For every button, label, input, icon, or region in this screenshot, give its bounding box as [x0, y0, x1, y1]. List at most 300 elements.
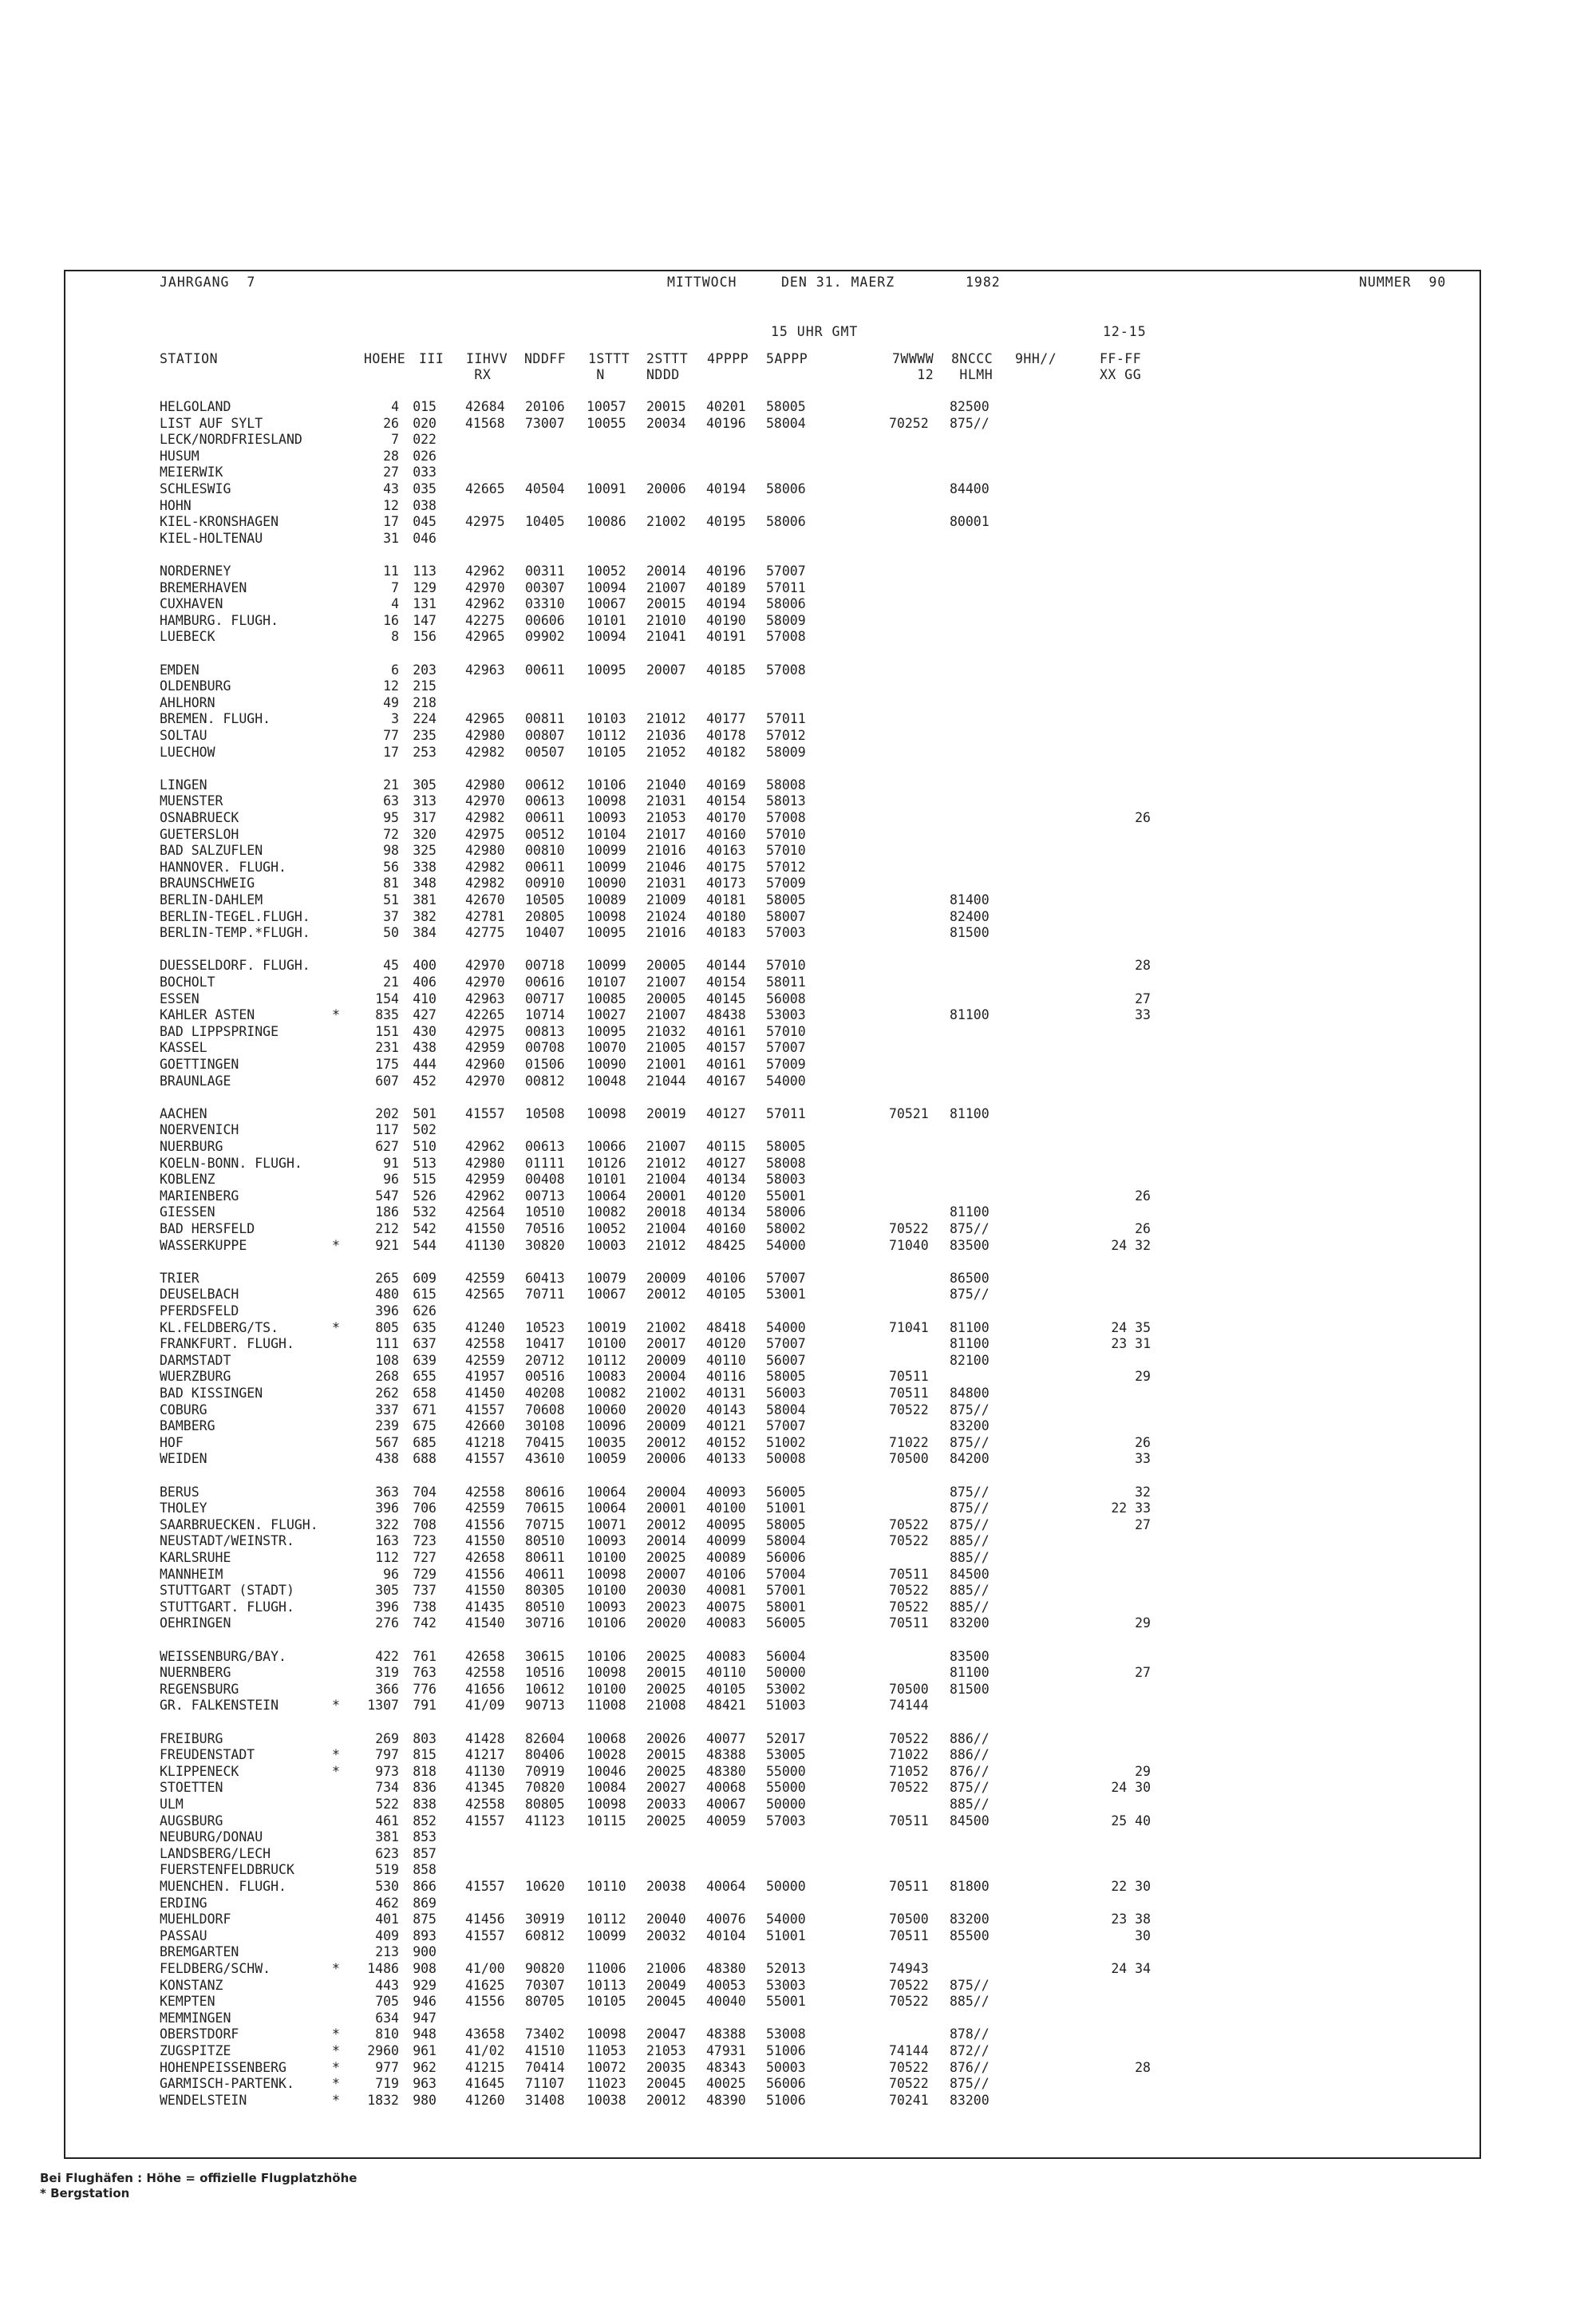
station-index: 015 [413, 399, 437, 414]
group-7wwww: 74943 [889, 1961, 929, 1976]
group-iihvv: 41130 [465, 1763, 505, 1779]
height-value: 3 [391, 711, 399, 727]
group-8nccc: 875// [950, 1434, 990, 1450]
height-value: 337 [375, 1402, 399, 1417]
group-iihvv: 42975 [465, 826, 505, 842]
table-row [65, 1567, 1422, 1583]
group-nddff: 10612 [525, 1681, 565, 1697]
group-4pppp: 40189 [706, 579, 746, 595]
group-7wwww: 70500 [889, 1451, 929, 1467]
table-row [65, 1435, 1422, 1452]
station-index: 675 [413, 1418, 437, 1434]
group-4pppp: 40131 [706, 1386, 746, 1401]
group-2sttt: 20045 [646, 1994, 686, 2010]
group-iihvv: 42559 [465, 1270, 505, 1286]
group-5appp: 57011 [766, 711, 806, 727]
station-index: 235 [413, 728, 437, 743]
group-iihvv: 43658 [465, 2026, 505, 2042]
group-1sttt: 10126 [587, 1155, 626, 1171]
group-5appp: 58009 [766, 612, 806, 628]
group-8nccc: 83500 [950, 1237, 990, 1253]
group-nddff: 20712 [525, 1352, 565, 1368]
group-nddff: 10510 [525, 1204, 565, 1220]
group-iihvv: 42980 [465, 777, 505, 793]
group-1sttt: 10068 [587, 1730, 626, 1746]
group-4pppp: 40143 [706, 1402, 746, 1417]
height-value: 396 [375, 1500, 399, 1516]
group-iihvv: 41957 [465, 1369, 505, 1385]
group-iihvv: 42962 [465, 1188, 505, 1204]
group-4pppp: 40093 [706, 1484, 746, 1500]
group-5appp: 58001 [766, 1599, 806, 1615]
group-nddff: 70919 [525, 1763, 565, 1779]
group-iihvv: 42960 [465, 1057, 505, 1072]
group-nddff: 20805 [525, 908, 565, 924]
group-iihvv: 42559 [465, 1352, 505, 1368]
group-1sttt: 10095 [587, 662, 626, 678]
group-4pppp: 48380 [706, 1961, 746, 1976]
station-index: 452 [413, 1073, 437, 1089]
group-2sttt: 20015 [646, 1665, 686, 1681]
group-1sttt: 10105 [587, 1994, 626, 2010]
wind-gusts: 24 32 [1111, 1237, 1151, 1253]
table-row [65, 416, 1422, 433]
station-index: 948 [413, 2026, 437, 2042]
group-5appp: 54000 [766, 1319, 806, 1335]
group-5appp: 57011 [766, 579, 806, 595]
group-iihvv: 42970 [465, 958, 505, 974]
station-name: ERDING [160, 1895, 207, 1911]
group-8nccc: 83200 [950, 1912, 990, 1927]
group-1sttt: 10100 [587, 1550, 626, 1565]
mountain-marker: * [332, 1763, 340, 1779]
group-nddff: 80510 [525, 1599, 565, 1615]
station-index: 542 [413, 1221, 437, 1236]
col-height: HOEHE [364, 351, 406, 366]
station-index: 980 [413, 2092, 437, 2108]
group-8nccc: 83200 [950, 1418, 990, 1434]
group-5appp: 56006 [766, 1550, 806, 1565]
group-8nccc: 84400 [950, 481, 990, 496]
group-4pppp: 40194 [706, 596, 746, 612]
group-8nccc: 84200 [950, 1451, 990, 1467]
station-name: BERLIN-DAHLEM [160, 892, 263, 907]
height-value: 117 [375, 1122, 399, 1138]
group-5appp: 57010 [766, 958, 806, 974]
group-4pppp: 40116 [706, 1369, 746, 1385]
group-5appp: 57010 [766, 1023, 806, 1039]
station-index: 776 [413, 1681, 437, 1697]
table-row [65, 678, 1422, 695]
station-name: BRAUNLAGE [160, 1073, 231, 1089]
group-iihvv: 41556 [465, 1516, 505, 1532]
station-index: 325 [413, 843, 437, 859]
wind-gusts: 29 [1135, 1763, 1151, 1779]
height-value: 91 [383, 1155, 399, 1171]
station-name: LANDSBERG/LECH [160, 1845, 271, 1861]
group-4pppp: 40104 [706, 1927, 746, 1943]
table-row [65, 1797, 1422, 1813]
station-index: 658 [413, 1386, 437, 1401]
col-nddff: NDDFF [524, 351, 567, 366]
group-8nccc: 875// [950, 1516, 990, 1532]
table-row [65, 1188, 1422, 1205]
station-index: 763 [413, 1665, 437, 1681]
group-5appp: 58005 [766, 1516, 806, 1532]
station-index: 532 [413, 1204, 437, 1220]
group-nddff: 30716 [525, 1615, 565, 1631]
col-group4: 4PPPP [707, 351, 749, 366]
station-name: HAMBURG. FLUGH. [160, 612, 279, 628]
group-1sttt: 10048 [587, 1073, 626, 1089]
height-value: 12 [383, 678, 399, 694]
group-4pppp: 40040 [706, 1994, 746, 2010]
wind-gusts: 27 [1135, 1665, 1151, 1681]
wind-gusts: 28 [1135, 2059, 1151, 2075]
group-5appp: 57007 [766, 1270, 806, 1286]
height-value: 17 [383, 744, 399, 760]
station-index: 427 [413, 1007, 437, 1023]
group-7wwww: 74144 [889, 1698, 929, 1714]
col-group2: 2STTT NDDD [646, 351, 689, 382]
group-4pppp: 40127 [706, 1105, 746, 1121]
group-4pppp: 47931 [706, 2043, 746, 2058]
group-5appp: 50000 [766, 1879, 806, 1894]
height-value: 21 [383, 777, 399, 793]
group-7wwww: 71041 [889, 1319, 929, 1335]
station-name: KOELN-BONN. FLUGH. [160, 1155, 302, 1171]
height-value: 634 [375, 2010, 399, 2026]
station-index: 317 [413, 810, 437, 825]
group-5appp: 58007 [766, 908, 806, 924]
height-value: 269 [375, 1730, 399, 1746]
group-2sttt: 20018 [646, 1204, 686, 1220]
mountain-marker: * [332, 2092, 340, 2108]
group-4pppp: 40173 [706, 876, 746, 892]
group-nddff: 30108 [525, 1418, 565, 1434]
station-name: OSNABRUECK [160, 810, 239, 825]
group-nddff: 31408 [525, 2092, 565, 2108]
group-iihvv: 42775 [465, 925, 505, 941]
station-name: HOHN [160, 497, 192, 513]
group-5appp: 56008 [766, 990, 806, 1006]
group-5appp: 58004 [766, 415, 806, 431]
group-iihvv: 42558 [465, 1797, 505, 1812]
height-value: 422 [375, 1648, 399, 1664]
station-index: 727 [413, 1550, 437, 1565]
group-8nccc: 84500 [950, 1813, 990, 1829]
group-iihvv: 42980 [465, 728, 505, 743]
table-row [65, 1073, 1422, 1090]
station-name: NUERNBERG [160, 1665, 231, 1681]
group-7wwww: 70511 [889, 1813, 929, 1829]
group-1sttt: 10099 [587, 859, 626, 875]
group-2sttt: 20007 [646, 662, 686, 678]
group-1sttt: 10059 [587, 1451, 626, 1467]
table-row [65, 1287, 1422, 1303]
height-value: 26 [383, 415, 399, 431]
group-8nccc: 885// [950, 1994, 990, 2010]
table-row [65, 925, 1422, 942]
group-nddff: 00516 [525, 1369, 565, 1385]
group-1sttt: 10099 [587, 1927, 626, 1943]
table-row [65, 1303, 1422, 1320]
group-iihvv: 42558 [465, 1484, 505, 1500]
station-name: BREMEN. FLUGH. [160, 711, 271, 727]
station-index: 685 [413, 1434, 437, 1450]
group-nddff: 00611 [525, 662, 565, 678]
group-8nccc: 81100 [950, 1204, 990, 1220]
group-2sttt: 20005 [646, 990, 686, 1006]
group-2sttt: 20004 [646, 1369, 686, 1385]
station-name: KAHLER ASTEN [160, 1007, 255, 1023]
group-nddff: 41123 [525, 1813, 565, 1829]
group-7wwww: 70511 [889, 1369, 929, 1385]
group-iihvv: 42962 [465, 563, 505, 579]
group-1sttt: 10093 [587, 1533, 626, 1549]
group-4pppp: 40194 [706, 481, 746, 496]
height-value: 462 [375, 1895, 399, 1911]
group-2sttt: 20025 [646, 1681, 686, 1697]
group-iihvv: 42660 [465, 1418, 505, 1434]
group-5appp: 57003 [766, 1813, 806, 1829]
group-5appp: 58011 [766, 975, 806, 990]
group-1sttt: 10113 [587, 1977, 626, 1993]
group-7wwww: 71040 [889, 1237, 929, 1253]
group-4pppp: 40121 [706, 1418, 746, 1434]
station-index: 020 [413, 415, 437, 431]
height-value: 409 [375, 1927, 399, 1943]
group-iihvv: 42970 [465, 579, 505, 595]
group-1sttt: 10099 [587, 843, 626, 859]
wind-gusts: 26 [1135, 810, 1151, 825]
group-4pppp: 48388 [706, 1747, 746, 1763]
group-8nccc: 875// [950, 1221, 990, 1236]
station-name: MANNHEIM [160, 1566, 223, 1582]
group-5appp: 57007 [766, 563, 806, 579]
group-2sttt: 20001 [646, 1500, 686, 1516]
group-4pppp: 40120 [706, 1188, 746, 1204]
height-value: 186 [375, 1204, 399, 1220]
group-4pppp: 40152 [706, 1434, 746, 1450]
group-nddff: 80406 [525, 1747, 565, 1763]
station-name: BAMBERG [160, 1418, 215, 1434]
station-name: OBERSTDORF [160, 2026, 239, 2042]
station-name: MARIENBERG [160, 1188, 239, 1204]
group-8nccc: 81100 [950, 1665, 990, 1681]
group-1sttt: 10100 [587, 1336, 626, 1352]
group-nddff: 00807 [525, 728, 565, 743]
group-2sttt: 20001 [646, 1188, 686, 1204]
height-value: 202 [375, 1105, 399, 1121]
height-value: 43 [383, 481, 399, 496]
table-row [65, 1369, 1422, 1386]
table-row [65, 662, 1422, 679]
group-7wwww: 71022 [889, 1434, 929, 1450]
group-4pppp: 40195 [706, 514, 746, 530]
station-name: WASSERKUPPE [160, 1237, 247, 1253]
group-nddff: 03310 [525, 596, 565, 612]
group-iihvv: 42275 [465, 612, 505, 628]
group-1sttt: 10110 [587, 1879, 626, 1894]
group-nddff: 30615 [525, 1648, 565, 1664]
group-iihvv: 41557 [465, 1451, 505, 1467]
wind-gusts: 33 [1135, 1451, 1151, 1467]
height-value: 7 [391, 432, 399, 448]
table-row [65, 1156, 1422, 1172]
group-nddff: 00810 [525, 843, 565, 859]
group-iihvv: 42558 [465, 1665, 505, 1681]
height-value: 11 [383, 563, 399, 579]
height-value: 265 [375, 1270, 399, 1286]
wind-gusts: 33 [1135, 1007, 1151, 1023]
station-name: BAD HERSFELD [160, 1221, 255, 1236]
group-4pppp: 40083 [706, 1648, 746, 1664]
height-value: 396 [375, 1599, 399, 1615]
station-name: AHLHORN [160, 694, 215, 710]
group-4pppp: 40105 [706, 1287, 746, 1303]
group-1sttt: 10071 [587, 1516, 626, 1532]
col-iii: III [419, 351, 444, 366]
group-5appp: 51001 [766, 1927, 806, 1943]
group-7wwww: 70511 [889, 1927, 929, 1943]
group-4pppp: 40161 [706, 1023, 746, 1039]
station-name: DARMSTADT [160, 1352, 231, 1368]
height-value: 49 [383, 694, 399, 710]
wind-gusts: 26 [1135, 1188, 1151, 1204]
group-nddff: 10407 [525, 925, 565, 941]
group-8nccc: 83200 [950, 1615, 990, 1631]
group-7wwww: 71052 [889, 1763, 929, 1779]
group-2sttt: 21001 [646, 1057, 686, 1072]
group-iihvv: 42963 [465, 662, 505, 678]
table-row [65, 909, 1422, 926]
group-iihvv: 42970 [465, 793, 505, 809]
group-1sttt: 10106 [587, 777, 626, 793]
group-4pppp: 40067 [706, 1797, 746, 1812]
group-7wwww: 70511 [889, 1566, 929, 1582]
group-iihvv: 41/09 [465, 1698, 505, 1714]
group-nddff: 70715 [525, 1516, 565, 1532]
group-2sttt: 20009 [646, 1352, 686, 1368]
table-row [65, 629, 1422, 646]
station-index: 215 [413, 678, 437, 694]
group-1sttt: 10090 [587, 876, 626, 892]
group-nddff: 10405 [525, 514, 565, 530]
group-nddff: 00811 [525, 711, 565, 727]
table-row [65, 1813, 1422, 1830]
group-nddff: 73402 [525, 2026, 565, 2042]
height-value: 4 [391, 399, 399, 414]
group-4pppp: 40160 [706, 1221, 746, 1236]
station-index: 893 [413, 1927, 437, 1943]
group-2sttt: 21032 [646, 1023, 686, 1039]
group-1sttt: 10094 [587, 579, 626, 595]
group-iihvv: 41556 [465, 1566, 505, 1582]
station-name: TRIER [160, 1270, 200, 1286]
footnote-mountain-station: * Bergstation [40, 2186, 130, 2200]
table-row [65, 777, 1422, 794]
group-nddff: 80510 [525, 1533, 565, 1549]
table-row [65, 1040, 1422, 1057]
group-4pppp: 40075 [706, 1599, 746, 1615]
group-1sttt: 10067 [587, 1287, 626, 1303]
group-2sttt: 21052 [646, 744, 686, 760]
station-index: 046 [413, 530, 437, 546]
group-nddff: 10516 [525, 1665, 565, 1681]
group-nddff: 10523 [525, 1319, 565, 1335]
group-5appp: 57008 [766, 629, 806, 645]
table-row [65, 860, 1422, 876]
group-4pppp: 40160 [706, 826, 746, 842]
group-8nccc: 886// [950, 1747, 990, 1763]
station-name: LUEBECK [160, 629, 215, 645]
group-nddff: 40208 [525, 1386, 565, 1401]
height-value: 519 [375, 1862, 399, 1878]
table-row [65, 1829, 1422, 1846]
group-nddff: 00813 [525, 1023, 565, 1039]
mountain-marker: * [332, 1961, 340, 1976]
table-row [65, 1320, 1422, 1337]
height-value: 96 [383, 1172, 399, 1188]
group-1sttt: 10055 [587, 415, 626, 431]
height-value: 363 [375, 1484, 399, 1500]
group-1sttt: 10098 [587, 1105, 626, 1121]
group-iihvv: 42975 [465, 1023, 505, 1039]
height-value: 322 [375, 1516, 399, 1532]
group-1sttt: 10098 [587, 908, 626, 924]
group-2sttt: 21024 [646, 908, 686, 924]
group-8nccc: 875// [950, 1484, 990, 1500]
group-2sttt: 21016 [646, 843, 686, 859]
group-5appp: 57012 [766, 728, 806, 743]
group-iihvv: 42965 [465, 711, 505, 727]
group-nddff: 10714 [525, 1007, 565, 1023]
station-name: KLIPPENECK [160, 1763, 239, 1779]
observation-time: 15 UHR GMT [771, 324, 859, 339]
height-value: 719 [375, 2076, 399, 2092]
group-1sttt: 10106 [587, 1648, 626, 1664]
group-7wwww: 70511 [889, 1386, 929, 1401]
station-name: MUEHLDORF [160, 1912, 231, 1927]
station-index: 430 [413, 1023, 437, 1039]
group-7wwww: 71022 [889, 1747, 929, 1763]
group-5appp: 57009 [766, 1057, 806, 1072]
col-group8: 8NCCC HLMH [951, 351, 994, 382]
station-name: HUSUM [160, 448, 200, 464]
group-4pppp: 40161 [706, 1057, 746, 1072]
group-2sttt: 20026 [646, 1730, 686, 1746]
station-name: BRAUNSCHWEIG [160, 876, 255, 892]
group-iihvv: 41556 [465, 1994, 505, 2010]
station-name: MUENCHEN. FLUGH. [160, 1879, 286, 1894]
group-5appp: 53003 [766, 1977, 806, 1993]
station-name: NORDERNEY [160, 563, 231, 579]
group-7wwww: 70522 [889, 1599, 929, 1615]
group-1sttt: 10084 [587, 1780, 626, 1796]
group-5appp: 51006 [766, 2092, 806, 2108]
group-2sttt: 20006 [646, 1451, 686, 1467]
group-5appp: 50008 [766, 1451, 806, 1467]
table-row [65, 465, 1422, 481]
station-index: 156 [413, 629, 437, 645]
group-1sttt: 10104 [587, 826, 626, 842]
group-iihvv: 42962 [465, 1139, 505, 1154]
height-value: 805 [375, 1319, 399, 1335]
table-row [65, 892, 1422, 909]
station-name: AUGSBURG [160, 1813, 223, 1829]
group-5appp: 57009 [766, 876, 806, 892]
